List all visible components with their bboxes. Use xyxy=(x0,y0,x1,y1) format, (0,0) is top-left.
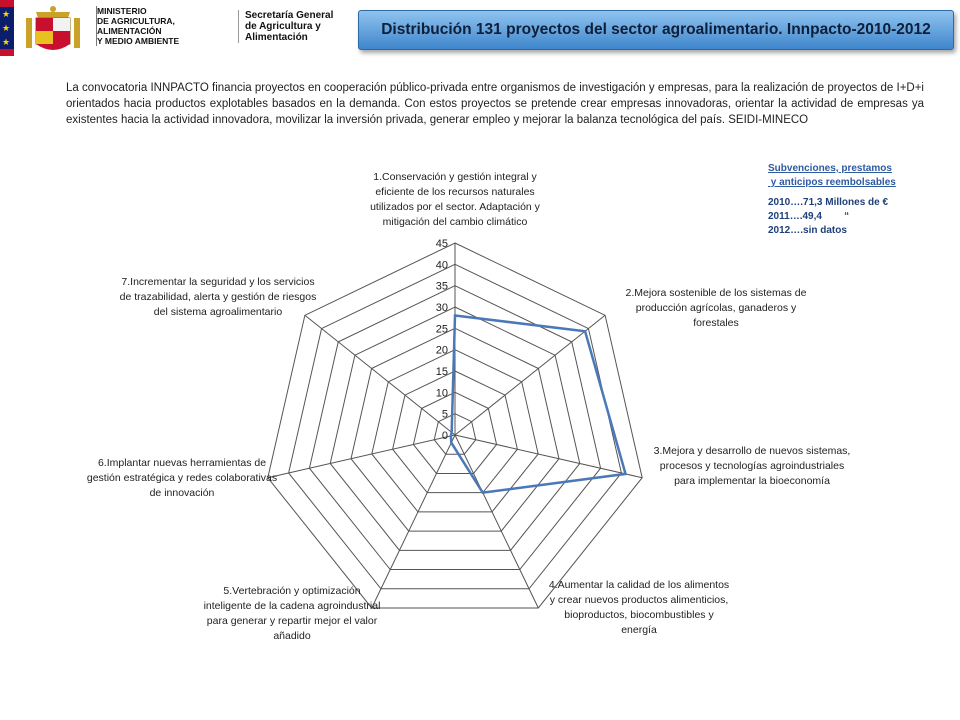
star-icon: ★ xyxy=(2,9,11,19)
note-header: Subvenciones, prestamos xyxy=(768,163,892,174)
radar-tick-label: 10 xyxy=(435,387,448,400)
ministry-line: DE AGRICULTURA, ALIMENTACIÓN xyxy=(97,16,175,36)
radar-tick-label: 20 xyxy=(435,344,448,357)
radar-spoke xyxy=(455,435,538,608)
radar-category-label: 7.Incrementar la seguridad y los servicios de trazabilidad, alerta y gestión de riesgos del sistema agroalimentario xyxy=(119,276,317,318)
ministry-line: MINISTERIO xyxy=(97,6,147,16)
radar-tick-label: 30 xyxy=(435,302,448,314)
radar-tick-label: 45 xyxy=(435,238,448,250)
radar-tick-label: 0 xyxy=(441,430,448,442)
note-line: 2012….sin datos xyxy=(768,225,847,236)
radar-tick-label: 5 xyxy=(441,408,448,421)
radar-tick-label: 25 xyxy=(435,323,448,336)
radar-tick-labels xyxy=(436,238,448,442)
radar-tick-label: 15 xyxy=(435,366,448,378)
radar-series-line xyxy=(451,316,626,493)
radar-spoke xyxy=(372,435,455,608)
note-line: 2010….71,3 Millones de € xyxy=(768,197,889,208)
radar-tick-label: 40 xyxy=(435,259,448,272)
radar-category-label: 1.Conservación y gestión integral y eficiente de los recursos naturales utilizados por el sector. Adaptación y mitigación del cambio climático xyxy=(370,171,540,228)
secretaria-line: Secretaría General xyxy=(245,10,334,21)
secretaria-line: Alimentación xyxy=(245,32,308,43)
slide-title: Distribución 131 proyectos del sector agroalimentario. Innpacto-2010-2012 xyxy=(381,21,931,38)
intro-paragraph: La convocatoria INNPACTO financia proyectos en cooperación público-privada entre organismos de investigación y empresas, para la realización de proyectos de I+D+i orientados hacia productos explotables basados en la demanda. Con estos proyectos se pretende crear empresas innovadoras, orientar la actividad de empresas ya existentes hacia la actividad innovadora, movilizar la inversión privada, generar empleo y mejorar la balanza tecnológica del país. SEIDI-MINECO xyxy=(66,82,924,126)
note-header: y anticipos reembolsables xyxy=(768,177,896,188)
note-line: 2011….49,4 “ xyxy=(768,211,850,222)
funding-note xyxy=(768,162,948,238)
radar-category-label: 4.Aumentar la calidad de los alimentos y crear nuevos productos alimenticios, bioproductos, biocombustibles y energía xyxy=(548,579,730,636)
radar-tick-label: 35 xyxy=(435,280,448,293)
ministry-line: Y MEDIO AMBIENTE xyxy=(97,36,180,46)
radar-category-label: 5.Vertebración y optimización inteligente de la cadena agroindustrial para generar y repartir mejor el valor añadido xyxy=(203,585,381,642)
radar-category-label: 2.Mejora sostenible de los sistemas de producción agrícolas, ganaderos y forestales xyxy=(625,287,807,329)
star-icon: ★ xyxy=(2,23,11,33)
radar-grid xyxy=(268,243,642,608)
secretaria-line: de Agricultura y xyxy=(245,21,321,32)
radar-category-label: 6.Implantar nuevas herramientas de gestión estratégica y redes colaborativas de innovación xyxy=(86,457,278,499)
radar-category-label: 3.Mejora y desarrollo de nuevos sistemas, procesos y tecnologías agroindustriales para implementar la bioeconomía xyxy=(653,445,851,487)
radar-series xyxy=(451,316,626,493)
star-icon: ★ xyxy=(2,37,11,47)
